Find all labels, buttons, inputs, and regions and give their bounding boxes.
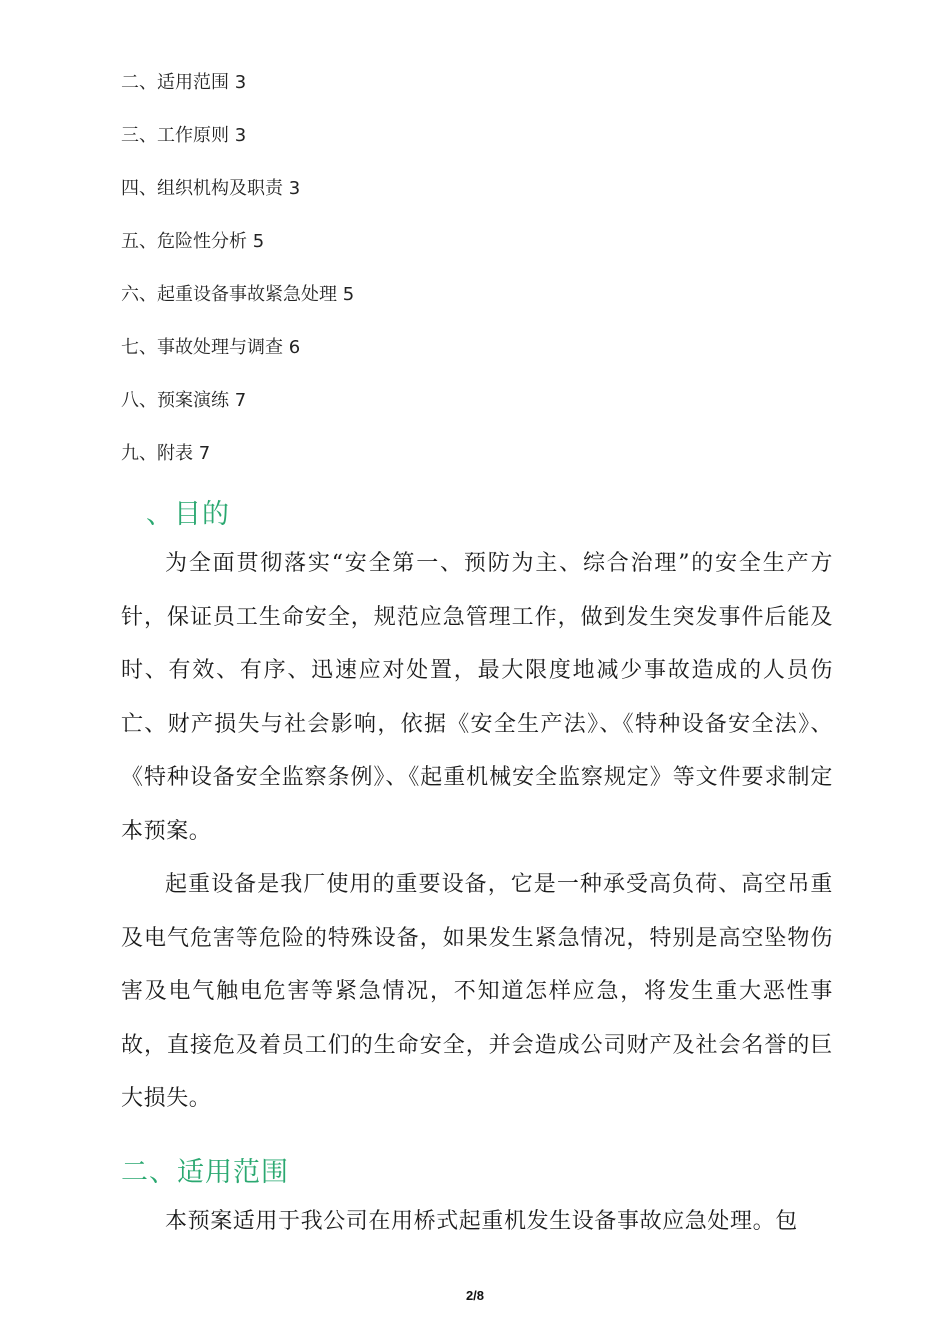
toc-item[interactable]: 四、组织机构及职责 3: [121, 178, 301, 199]
toc-item[interactable]: 七、事故处理与调查 6: [121, 337, 301, 358]
paragraph-equipment: 起重设备是我厂使用的重要设备，它是一种承受高负荷、高空吊重及电气危害等危险的特殊设备，如果发生紧急情况，特别是高空坠物伤害及电气触电危害等紧急情况，不知道怎样应急，将发生重大恶性事故，直接危及着员工们的生命安全，并会造成公司财产及社会名誉的巨大损失。: [121, 872, 833, 1111]
toc-item[interactable]: 九、附表 7: [121, 443, 211, 464]
section-heading-scope: 二、适用范围: [121, 1157, 289, 1188]
toc-item[interactable]: 六、起重设备事故紧急处理 5: [121, 284, 355, 305]
toc-item[interactable]: 二、适用范围 3: [121, 72, 247, 93]
paragraph-purpose: 为全面贯彻落实“安全第一、预防为主、综合治理”的安全生产方针，保证员工生命安全，规范应急管理工作，做到发生突发事件后能及时、有效、有序、迅速应对处置，最大限度地减少事故造成的人员伤亡、财产损失与社会影响，依据《安全生产法》、《特种设备安全法》、《特种设备安全监察条例》、《起重机械安全监察规定》等文件要求制定本预案。: [121, 551, 833, 844]
page-number: 2/8: [465, 1288, 485, 1303]
paragraph-scope: 本预案适用于我公司在用桥式起重机发生设备事故应急处理。包: [165, 1209, 798, 1234]
toc-item[interactable]: 三、工作原则 3: [121, 125, 247, 146]
toc-item[interactable]: 八、预案演练 7: [121, 390, 247, 411]
section-heading-purpose: 、目的: [146, 499, 230, 530]
toc-item[interactable]: 五、危险性分析 5: [121, 231, 265, 252]
table-of-contents: [121, 68, 354, 492]
